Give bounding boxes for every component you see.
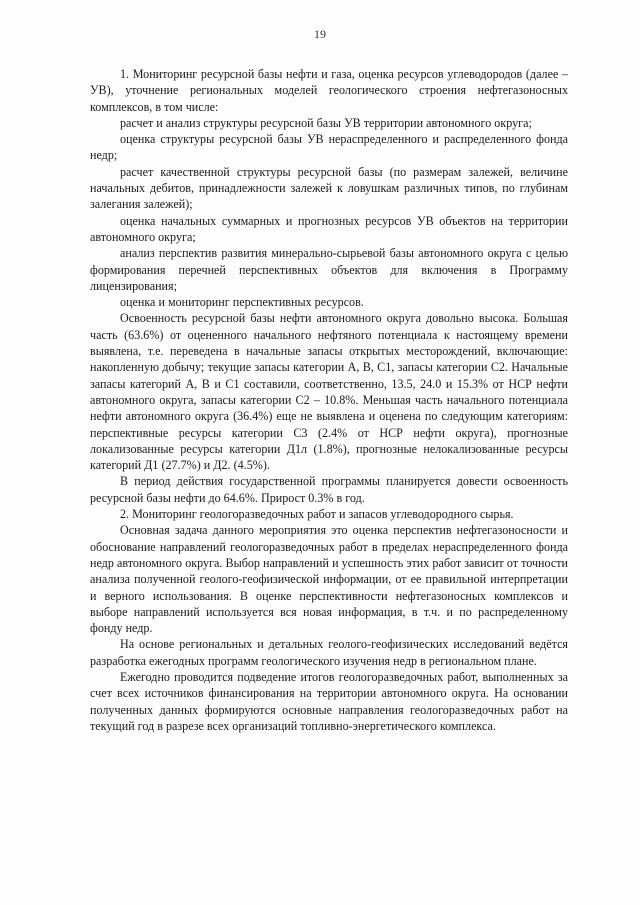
paragraph-initial-resources: оценка начальных суммарных и прогнозных ресурсов УВ объектов на территории автономного округа; (90, 213, 568, 244)
paragraph-monitoring-resource-base: 1. Мониторинг ресурсной базы нефти и газа, оценка ресурсов углеводородов (далее – УВ), уточнение региональных моделей геологического строения нефтегазоносных комплексов, в том числе: (90, 67, 568, 114)
paragraph-annual-summary: Ежегодно проводится подведение итогов геологоразведочных работ, выполненных за счет всех источников финансирования на территории автономного округа. На основании полученных данных формируются основные направления геологоразведочных работ на текущий год в разрезе всех организаций топливно-энергетического комплекса. (90, 669, 568, 733)
document-body (90, 66, 568, 734)
paragraph-main-task: Основная задача данного мероприятия это оценка перспектив нефтегазоносности и обоснование направлений геологоразведочных работ в пределах нераспределенного фонда недр автономного округа. Выбор направлений и успешность этих работ зависит от точности анализа полученной геолого-геофизической информации, от ее правильной интерпретации и верного использования. В оценке перспективности нефтегазоносных комплексов и выборе направлений используется вся новая информация, в т.ч. и по распределенному фонду недр. (90, 523, 568, 636)
paragraph-quality-structure: расчет качественной структуры ресурсной базы (по размерам залежей, величине начальных дебитов, принадлежности залежей к ловушкам различных типов, по глубинам залегания залежей); (90, 164, 568, 212)
paragraph-program-target: В период действия государственной программы планируется довести освоенность ресурсной базы нефти до 64.6%. Прирост 0.3% в год. (90, 474, 568, 505)
paragraph-annual-programs: На основе региональных и детальных геолого-геофизических исследований ведётся разработка ежегодных программ геологического изучения недр в региональном плане. (90, 637, 568, 668)
paragraph-exploration-monitoring: 2. Мониторинг геологоразведочных работ и запасов углеводородного сырья. (120, 507, 514, 522)
paragraph-fund-assessment: оценка структуры ресурсной базы УВ нераспределенного и распределенного фонда недр; (90, 132, 568, 163)
paragraph-mineral-base-prospects: анализ перспектив развития минерально-сырьевой базы автономного округа с целью формирования перечней перспективных объектов для включения в Программу лицензирования; (90, 246, 568, 293)
page-number: 19 (314, 27, 326, 41)
paragraph-oil-base-development: Освоенность ресурсной базы нефти автономного округа довольно высока. Большая часть (63.6%) от оцененного начального нефтяного потенциала к настоящему времени выявлена, т.е. переведена в начальные запасы открытых месторождений, включающие: накопленную добычу; текущие запасы категории А, В, С1, запасы категории С2. Начальные запасы категорий А, В и С1 составили, соответственно, 13.5, 24.0 и 15.3% от НСР нефти автономного округа, запасы категории С2 – 10.8%. Меньшая часть начального потенциала нефти автономного округа (36.4%) еще не выявлена и оценена по следующим категориям: перспективные ресурсы категории С3 (2.4% от НСР нефти округа), прогнозные локализованные ресурсы категории Д1л (1.8%), прогнозные нелокализованные ресурсы категорий Д1 (27.7%) и Д2. (4.5%). (90, 311, 568, 473)
paragraph-prospective-resources: оценка и мониторинг перспективных ресурсов. (120, 295, 364, 310)
paragraph-structure-analysis: расчет и анализ структуры ресурсной базы УВ территории автономного округа; (120, 115, 532, 130)
